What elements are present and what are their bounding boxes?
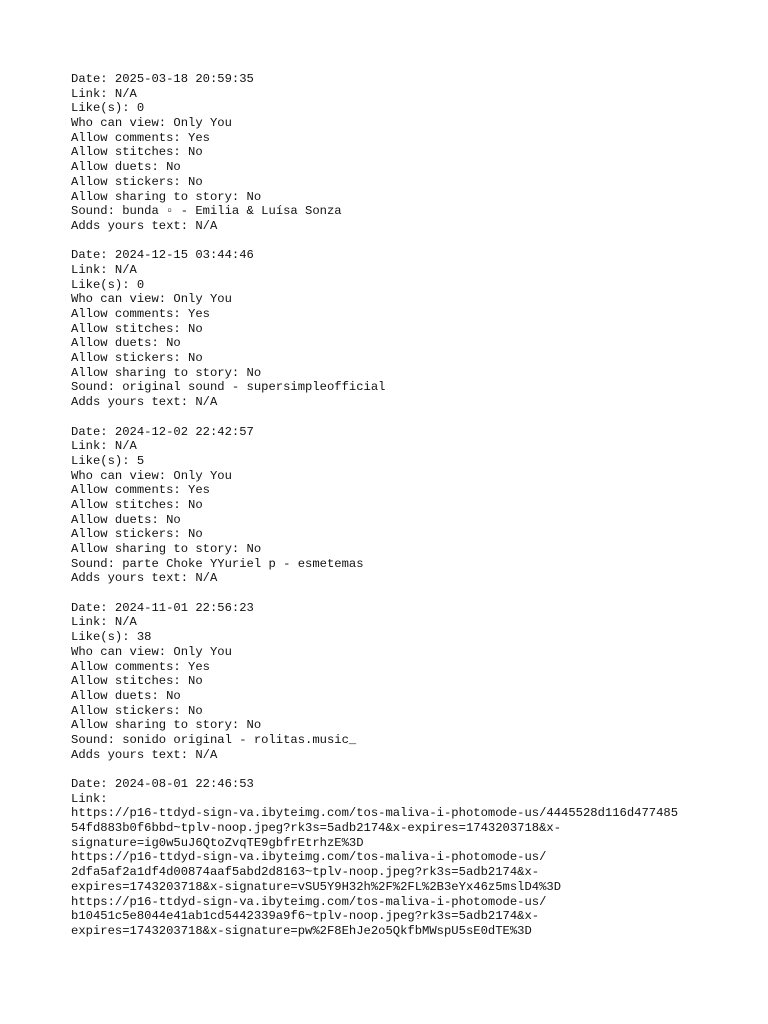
entry-line: Who can view: Only You bbox=[71, 644, 232, 659]
entry-line: Like(s): 5 bbox=[71, 453, 145, 468]
entry-line: Link: N/A bbox=[71, 86, 137, 101]
entry-line: Allow comments: Yes bbox=[71, 659, 210, 674]
entry-line: Allow duets: No bbox=[71, 688, 181, 703]
entry-line: Who can view: Only You bbox=[71, 292, 232, 307]
entry-line: Allow stickers: No bbox=[71, 174, 203, 189]
entry-line: https://p16-ttdyd-sign-va.ibyteimg.com/tos-maliva-i-photomode-us/ bbox=[71, 894, 547, 909]
entry-line: signature=ig0w5uJ6QtoZvqTE9gbfrEtrhzE%3D bbox=[71, 835, 364, 850]
entry-line: Allow stitches: No bbox=[71, 674, 203, 689]
entry-line: https://p16-ttdyd-sign-va.ibyteimg.com/tos-maliva-i-photomode-us/4445528d116d477485 bbox=[71, 806, 679, 821]
entry-line: Date: 2024-12-02 22:42:57 bbox=[71, 424, 254, 439]
entry-line: Sound: parte Choke YYuriel p - esmetemas bbox=[71, 556, 364, 571]
document-body bbox=[71, 72, 761, 953]
entry-line: https://p16-ttdyd-sign-va.ibyteimg.com/tos-maliva-i-photomode-us/ bbox=[71, 850, 547, 865]
entry-line: Allow stitches: No bbox=[71, 497, 203, 512]
entry-line: Who can view: Only You bbox=[71, 468, 232, 483]
entry-line: Date: 2024-11-01 22:56:23 bbox=[71, 600, 254, 615]
entry-line: Link: N/A bbox=[71, 262, 137, 277]
post-entry bbox=[71, 601, 761, 763]
entry-line: Sound: bunda ▫ - Emilia & Luísa Sonza bbox=[71, 204, 342, 219]
entry-line: 2dfa5af2a1df4d00874aaf5abd2d8163~tplv-noop.jpeg?rk3s=5adb2174&x- bbox=[71, 865, 540, 880]
entry-line: Allow duets: No bbox=[71, 336, 181, 351]
entry-line: Date: 2024-08-01 22:46:53 bbox=[71, 777, 254, 791]
entry-line: Like(s): 0 bbox=[71, 101, 145, 116]
entry-line: Who can view: Only You bbox=[71, 116, 232, 131]
entry-line: Allow sharing to story: No bbox=[71, 189, 262, 204]
entry-line: Link: N/A bbox=[71, 439, 137, 454]
entry-line: Adds yours text: N/A bbox=[71, 395, 218, 410]
entry-line: Allow comments: Yes bbox=[71, 483, 210, 498]
entry-line: 54fd883b0f6bbd~tplv-noop.jpeg?rk3s=5adb2174&x-expires=1743203718&x- bbox=[71, 821, 562, 836]
entry-line: Like(s): 38 bbox=[71, 630, 152, 645]
entry-line: expires=1743203718&x-signature=vSU5Y9H32h%2F%2FL%2B3eYx46z5mslD4%3D bbox=[71, 879, 562, 894]
entry-line: Date: 2024-12-15 03:44:46 bbox=[71, 248, 254, 263]
entry-line: Allow duets: No bbox=[71, 160, 181, 175]
entry-line: Link: N/A bbox=[71, 615, 137, 630]
entry-line: Allow stickers: No bbox=[71, 703, 203, 718]
post-entry bbox=[71, 248, 761, 410]
post-entry bbox=[71, 777, 761, 939]
entry-line: Allow stickers: No bbox=[71, 351, 203, 366]
entry-line: Allow sharing to story: No bbox=[71, 365, 262, 380]
entry-line: Like(s): 0 bbox=[71, 277, 145, 292]
entry-line: Adds yours text: N/A bbox=[71, 218, 218, 233]
entry-line: Allow stickers: No bbox=[71, 527, 203, 542]
entry-line: b10451c5e8044e41ab1cd5442339a9f6~tplv-noop.jpeg?rk3s=5adb2174&x- bbox=[71, 909, 540, 924]
entry-line: Allow sharing to story: No bbox=[71, 718, 262, 733]
entry-line: Allow sharing to story: No bbox=[71, 542, 262, 556]
entry-line: Allow stitches: No bbox=[71, 145, 203, 160]
entry-line: Sound: original sound - supersimpleofficial bbox=[71, 380, 386, 395]
entry-line: Date: 2025-03-18 20:59:35 bbox=[71, 72, 254, 86]
entry-line: Adds yours text: N/A bbox=[71, 571, 218, 586]
entry-line: Adds yours text: N/A bbox=[71, 747, 218, 762]
entry-line: Sound: sonido original - rolitas.music_ bbox=[71, 732, 357, 747]
entry-line: Allow comments: Yes bbox=[71, 307, 210, 321]
entry-line: expires=1743203718&x-signature=pw%2F8EhJe2o5QkfbMWspU5sE0dTE%3D bbox=[71, 923, 532, 938]
post-entry bbox=[71, 72, 761, 234]
entry-line: Allow comments: Yes bbox=[71, 130, 210, 145]
post-entry bbox=[71, 425, 761, 587]
entry-line: Allow duets: No bbox=[71, 512, 181, 527]
entry-line: Allow stitches: No bbox=[71, 321, 203, 336]
entry-line: Link: bbox=[71, 791, 108, 806]
